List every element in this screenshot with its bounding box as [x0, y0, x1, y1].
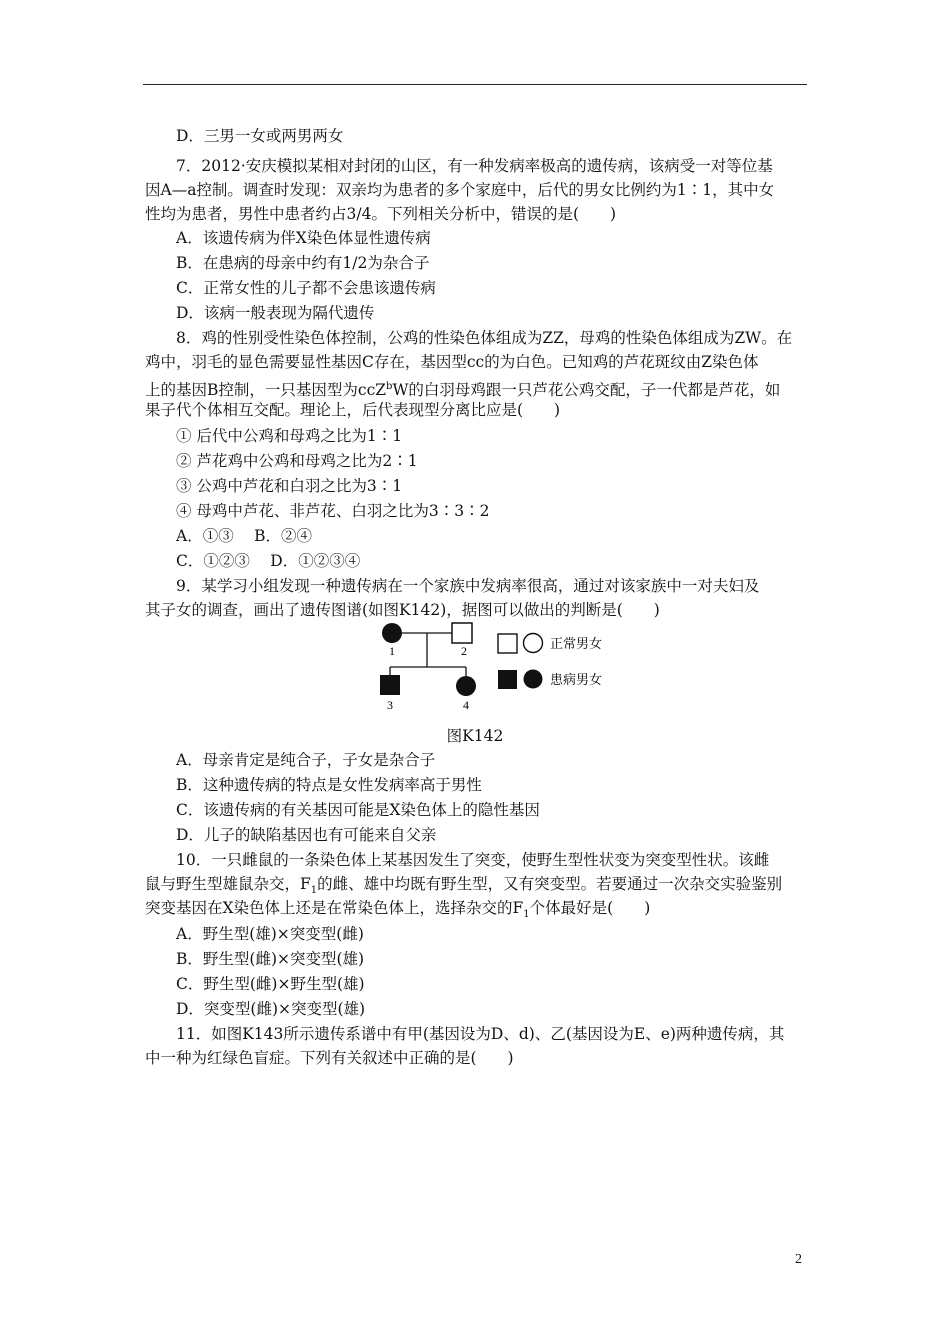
label-2: 2: [461, 644, 467, 658]
legend-affected-male-symbol: [498, 670, 517, 689]
line-text: A．母亲肯定是纯合子，子女是杂合子: [176, 751, 436, 769]
line-text: A．野生型(雄)×突变型(雌): [176, 925, 364, 943]
label-4: 4: [463, 698, 469, 712]
line-text: 鼠与野生型雄鼠杂交，F: [145, 875, 311, 893]
text-line: [176, 972, 365, 997]
figure-caption: 图K142: [446, 727, 504, 745]
line-text: 中一种为红绿色盲症。下列有关叙述中正确的是( ): [145, 1049, 514, 1067]
line-text: ④ 母鸡中芦花、非芦花、白羽之比为3∶3∶2: [176, 502, 490, 520]
text-line: [145, 202, 616, 227]
text-line: [176, 251, 429, 276]
line-text: ① 后代中公鸡和母鸡之比为1∶1: [176, 427, 403, 445]
line-text: C．该遗传病的有关基因可能是X染色体上的隐性基因: [176, 801, 540, 819]
line-text: D．突变型(雌)×突变型(雄): [176, 1000, 366, 1018]
header-rule: [143, 84, 807, 85]
line-text: 7．2012·安庆模拟某相对封闭的山区，有一种发病率极高的遗传病，该病受一对等位基: [176, 157, 773, 175]
text-line: [176, 848, 769, 873]
line-text: D．儿子的缺陷基因也有可能来自父亲: [176, 826, 437, 844]
text-line: [176, 549, 360, 574]
line-text: ② 芦花鸡中公鸡和母鸡之比为2∶1: [176, 452, 418, 470]
individual-1-affected-female: [382, 623, 402, 643]
line-text: 11．如图K143所示遗传系谱中有甲(基因设为D、d)、乙(基因设为E、e)两种遗传病，其: [176, 1025, 785, 1043]
text-line: [176, 449, 418, 474]
line-text: 因A—a控制。调查时发现：双亲均为患者的多个家庭中，后代的男女比例约为1∶1，其中女: [145, 181, 775, 199]
line-text-continued: 的雌、雄中均既有野生型，又有突变型。若要通过一次杂交实验鉴别: [317, 875, 783, 893]
line-text: 上的基因B控制，一只基因型为ccZ: [145, 381, 387, 400]
text-line: [176, 301, 374, 326]
line-text: 8．鸡的性别受性染色体控制，公鸡的性染色体组成为ZZ，母鸡的性染色体组成为ZW。在: [176, 329, 793, 347]
line-text: B．野生型(雌)×突变型(雄): [176, 950, 365, 968]
legend-affected-female-symbol: [524, 670, 543, 689]
text-line: [176, 997, 365, 1022]
line-text: 突变基因在X染色体上还是在常染色体上，选择杂交的F: [145, 899, 524, 917]
line-text-continued: 个体最好是( ): [529, 899, 651, 917]
line-text: 其子女的调查，画出了遗传图谱(如图K142)，据图可以做出的判断是( ): [145, 601, 660, 619]
subscript: 1: [310, 885, 318, 897]
line-text: A．该遗传病为伴X染色体显性遗传病: [176, 229, 431, 247]
text-line: [145, 398, 560, 423]
line-text: B．这种遗传病的特点是女性发病率高于男性: [176, 776, 482, 794]
text-line: [176, 499, 490, 524]
text-line: [176, 773, 482, 798]
line-text: C．①②③ D．①②③④: [176, 552, 361, 570]
line-text: D．该病一般表现为隔代遗传: [176, 304, 375, 322]
legend-normal-label: 正常男女: [550, 637, 603, 652]
line-text: ③ 公鸡中芦花和白羽之比为3∶1: [176, 477, 403, 495]
legend-normal-female-symbol: [524, 634, 543, 653]
individual-2-normal-male: [452, 623, 472, 643]
text-line: [176, 574, 759, 599]
subscript: 1: [523, 909, 530, 921]
text-line: [176, 524, 312, 549]
text-line: [145, 178, 774, 203]
text-line: [176, 823, 436, 848]
text-line: [176, 474, 402, 499]
superscript: b: [386, 381, 393, 392]
text-line: [176, 326, 792, 351]
legend-normal-male-symbol: [498, 634, 517, 653]
text-line: [145, 350, 759, 375]
text-line: [145, 1046, 514, 1071]
individual-4-affected-female: [456, 676, 476, 696]
line-text: A．①③ B．②④: [176, 527, 313, 545]
line-text-continued: W的白羽母鸡跟一只芦花公鸡交配，子一代都是芦花，如: [392, 381, 781, 400]
pedigree-figure: [370, 617, 670, 715]
text-line: [176, 124, 343, 149]
line-text: 鸡中，羽毛的显色需要显性基因C存在，基因型cc的为白色。已知鸡的芦花斑纹由Z染色体: [145, 353, 759, 371]
text-line: [176, 154, 773, 179]
text-line: [176, 922, 364, 947]
text-line: [176, 424, 402, 449]
line-text: B．在患病的母亲中约有1/2为杂合子: [176, 254, 430, 272]
text-line: [176, 947, 364, 972]
line-text: C．野生型(雌)×野生型(雄): [176, 975, 365, 993]
text-line: [176, 226, 431, 251]
legend-affected-label: 患病男女: [550, 673, 603, 688]
text-line: [176, 798, 540, 823]
line-text: 10．一只雌鼠的一条染色体上某基因发生了突变，使野生型性状变为突变型性状。该雌: [176, 851, 770, 869]
line-text: C．正常女性的儿子都不会患该遗传病: [176, 279, 436, 297]
page-number: 2: [795, 1252, 802, 1267]
text-line: [176, 1022, 784, 1047]
line-text: 性均为患者，男性中患者约占3/4。下列相关分析中，错误的是( ): [145, 205, 617, 223]
text-line: [176, 748, 435, 773]
label-1: 1: [389, 644, 395, 658]
individual-3-affected-male: [380, 675, 400, 695]
label-3: 3: [387, 698, 393, 712]
line-text: 9．某学习小组发现一种遗传病在一个家族中发病率很高，通过对该家族中一对夫妇及: [176, 577, 760, 595]
line-text: D．三男一女或两男两女: [176, 127, 344, 145]
text-line: [176, 276, 436, 301]
line-text: 果子代个体相互交配。理论上，后代表现型分离比应是( ): [145, 401, 561, 419]
